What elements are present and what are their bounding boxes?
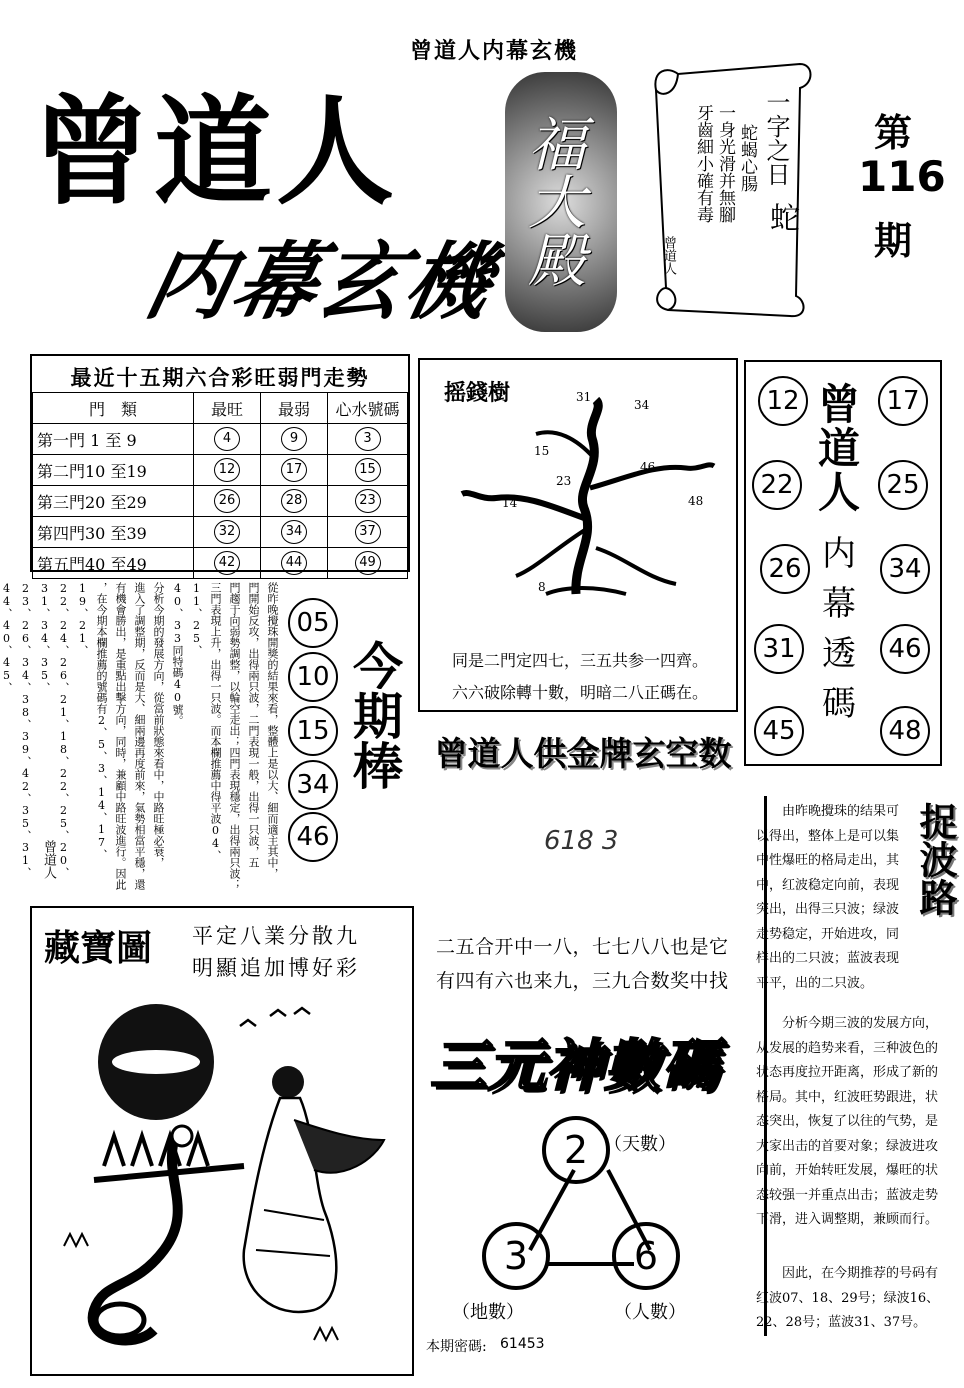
hot-pick-ball: 34 [288,760,338,810]
human-label: （人數） [614,1302,686,1323]
analysis-column: 三門表現上升，出得一只波。而本欄推薦中得平波04、11、25、 [190,582,222,861]
handwritten-note: 618 3 [544,826,619,856]
gold-banner: 曾道人供金牌玄空数 [434,734,732,773]
analysis-column: 門開始反攻，出得兩只波，二門表現一般，出得一只波，五 [247,582,260,868]
number-ball: 12 [758,376,808,426]
riddle-head: 一字之日 [762,90,790,186]
tree-number: 15 [534,444,550,458]
wave-paragraph-1: 由昨晚攪珠的结果可以得出，整体上是可以集中性爆旺的格局走出，其中，红波稳定向前，表现突出，出得三只波；绿波走势稳定，开始进攻，同样出的二只波；蓝波表现平平，出的二只波。 [756,804,900,991]
tree-number: 48 [688,494,704,508]
analysis-column: 22、24、26、21、18、22、25、20、31、34、35、 [38,582,70,878]
analysis-column: 分析今期的發展方向，從當前狀態來看中，中路旺極必衰， [152,582,165,868]
tree-number: 46 [640,460,656,474]
issue-suffix: 期 [874,218,913,263]
issue-prefix: 第 [874,110,913,155]
hot-number: 26 [214,489,240,513]
pick-number: 37 [355,520,381,544]
trend-table-title: 最近十五期六合彩旺弱門走勢 [70,365,370,390]
pick-number: 49 [355,551,381,575]
number-ball: 26 [760,544,810,594]
wave-paragraph-2: 分析今期三波的发展方向，从发展的趋势来看，三种波色的状态再度拉开距离，形成了新的格局。其中，红波旺势跟进，状态突出，恢复了以往的气势，是大家出击的首要对象；绿波进攻向前，开始转旺发展，爆旺的状态较强一并重点出击；蓝波走势下滑，进入调整期，兼顾而行。 [756,1016,939,1227]
riddle-line3: 牙齒細小確有毒 [693,104,713,223]
hot-number: 32 [214,520,240,544]
cold-number: 17 [281,458,307,482]
sub-title: 内幕玄機 [137,232,503,331]
column-header: 門 類 [33,393,194,424]
panel-char: 透 [822,634,856,674]
treasure-map-title: 藏寶圖 [44,927,153,969]
cold-number: 28 [281,489,307,513]
riddle-line2: 一身光滑并無腳 [715,104,735,223]
hot-number: 12 [214,458,240,482]
table-row [33,424,408,455]
pick-number: 23 [355,489,381,513]
panel-char: 人 [818,468,861,517]
tree-number: 14 [502,496,518,510]
number-ball: 31 [754,624,804,674]
number-ball: 34 [880,544,930,594]
panel-char: 曾 [818,380,861,429]
tree-verse-1: 同是二門定四七，三五共参一四齊。 [451,651,708,670]
cold-number: 34 [281,520,307,544]
analysis-signature: 曾道人 [41,840,56,879]
earth-number: 3 [482,1222,550,1290]
trend-table [32,392,408,579]
numbers-diagram-title: 三元神數碼 [430,1033,720,1099]
password-label: 本期密碼: [426,1339,487,1355]
riddle-answer: 蛇 [764,202,799,232]
number-ball: 48 [880,706,930,756]
tree-number: 34 [634,398,650,412]
tree-illustration [456,398,718,598]
analysis-column: 進入了調整期，反而是大、細兩邊再度前來，氣勢相當平穩，還 [133,582,146,890]
tree-number: 23 [556,474,572,488]
riddle-line1: 蛇蝎心腸 [737,124,757,192]
analysis-column: 門趨于向弱勢調整，以輪空走出；四門表現穩定，出得兩只波； [228,582,241,890]
tree-number: 8 [538,580,546,594]
human-number: 6 [612,1222,680,1290]
hot-pick-ball: 46 [288,812,338,862]
row-label: 第一門 1 至 9 [33,424,194,455]
number-ball: 17 [878,376,928,426]
heaven-label: （天數） [604,1134,676,1155]
hot-pick-label: 今期棒 [345,640,404,790]
number-ball: 22 [752,460,802,510]
number-ball: 25 [878,460,928,510]
analysis-column: 40、33同特碼40號。 [171,582,184,726]
cold-number: 9 [281,427,307,451]
analysis-column: 有機會勝出，是重點出擊方向，同時，兼顧中路旺波進行。因此 [114,582,127,890]
tree-verse-2: 六六破除轉十數，明暗二八正碼在。 [451,683,708,702]
panel-char: 内 [822,534,856,574]
row-label: 第二門10 至19 [33,455,194,486]
table-row [33,548,408,579]
wave-title: 捉波路 [913,802,958,916]
poem-line-1: 二五合开中一八，七七八八也是它 [436,936,729,958]
scroll-art-chars: 福大殿 [518,114,586,288]
analysis-column: 從昨晚攪珠開獎的結果來看，整體上是以大、細而適主其中， [266,582,279,879]
earth-label: （地數） [452,1302,524,1323]
row-label: 第五門40 至49 [33,548,194,579]
panel-char: 碼 [822,684,856,724]
panel-char: 幕 [822,584,856,624]
table-row [33,486,408,517]
panel-char: 道 [818,424,861,473]
issue-number: 116 [858,152,946,201]
treasure-illustration [44,990,404,1366]
money-tree-title: 摇錢樹 [444,380,511,406]
column-header: 最旺 [194,393,261,424]
treasure-verse-1: 平定八業分散九 [192,924,360,948]
pick-number: 15 [355,458,381,482]
scroll-signature: 曾道人 [661,236,676,275]
tree-number: 31 [576,390,592,404]
pick-number: 3 [355,427,381,451]
hot-number: 42 [214,551,240,575]
main-title: 曾道人 [32,82,399,221]
row-label: 第四門30 至39 [33,517,194,548]
column-header: 最弱 [261,393,328,424]
password-value: 61453 [500,1336,545,1352]
hot-pick-ball: 15 [288,706,338,756]
table-row [33,455,408,486]
row-label: 第三門20 至29 [33,486,194,517]
column-header: 心水號碼 [328,393,408,424]
heaven-number: 2 [542,1116,610,1184]
analysis-column: ，在今期本欄推薦的號碼有2、5、3、14、17、19、21、 [76,582,108,860]
wave-paragraph-3: 因此，在今期推荐的号码有红波07、18、29号；绿波16、22、28号；蓝波31、37号。 [756,1266,940,1330]
hot-pick-ball: 05 [288,598,338,648]
cold-number: 44 [281,551,307,575]
hot-number: 4 [214,427,240,451]
number-ball: 46 [880,624,930,674]
table-header-row [33,393,408,424]
analysis-column: 23、26、34、38、39、42、35、31、44、40、45、 [0,582,32,878]
number-ball: 45 [754,706,804,756]
hot-pick-ball: 10 [288,652,338,702]
top-title: 曾道人内幕玄機 [410,38,579,64]
table-row [33,517,408,548]
treasure-verse-2: 明顯追加博好彩 [192,956,360,980]
poem-line-2: 有四有六也来九，三九合数奖中找 [436,970,729,992]
